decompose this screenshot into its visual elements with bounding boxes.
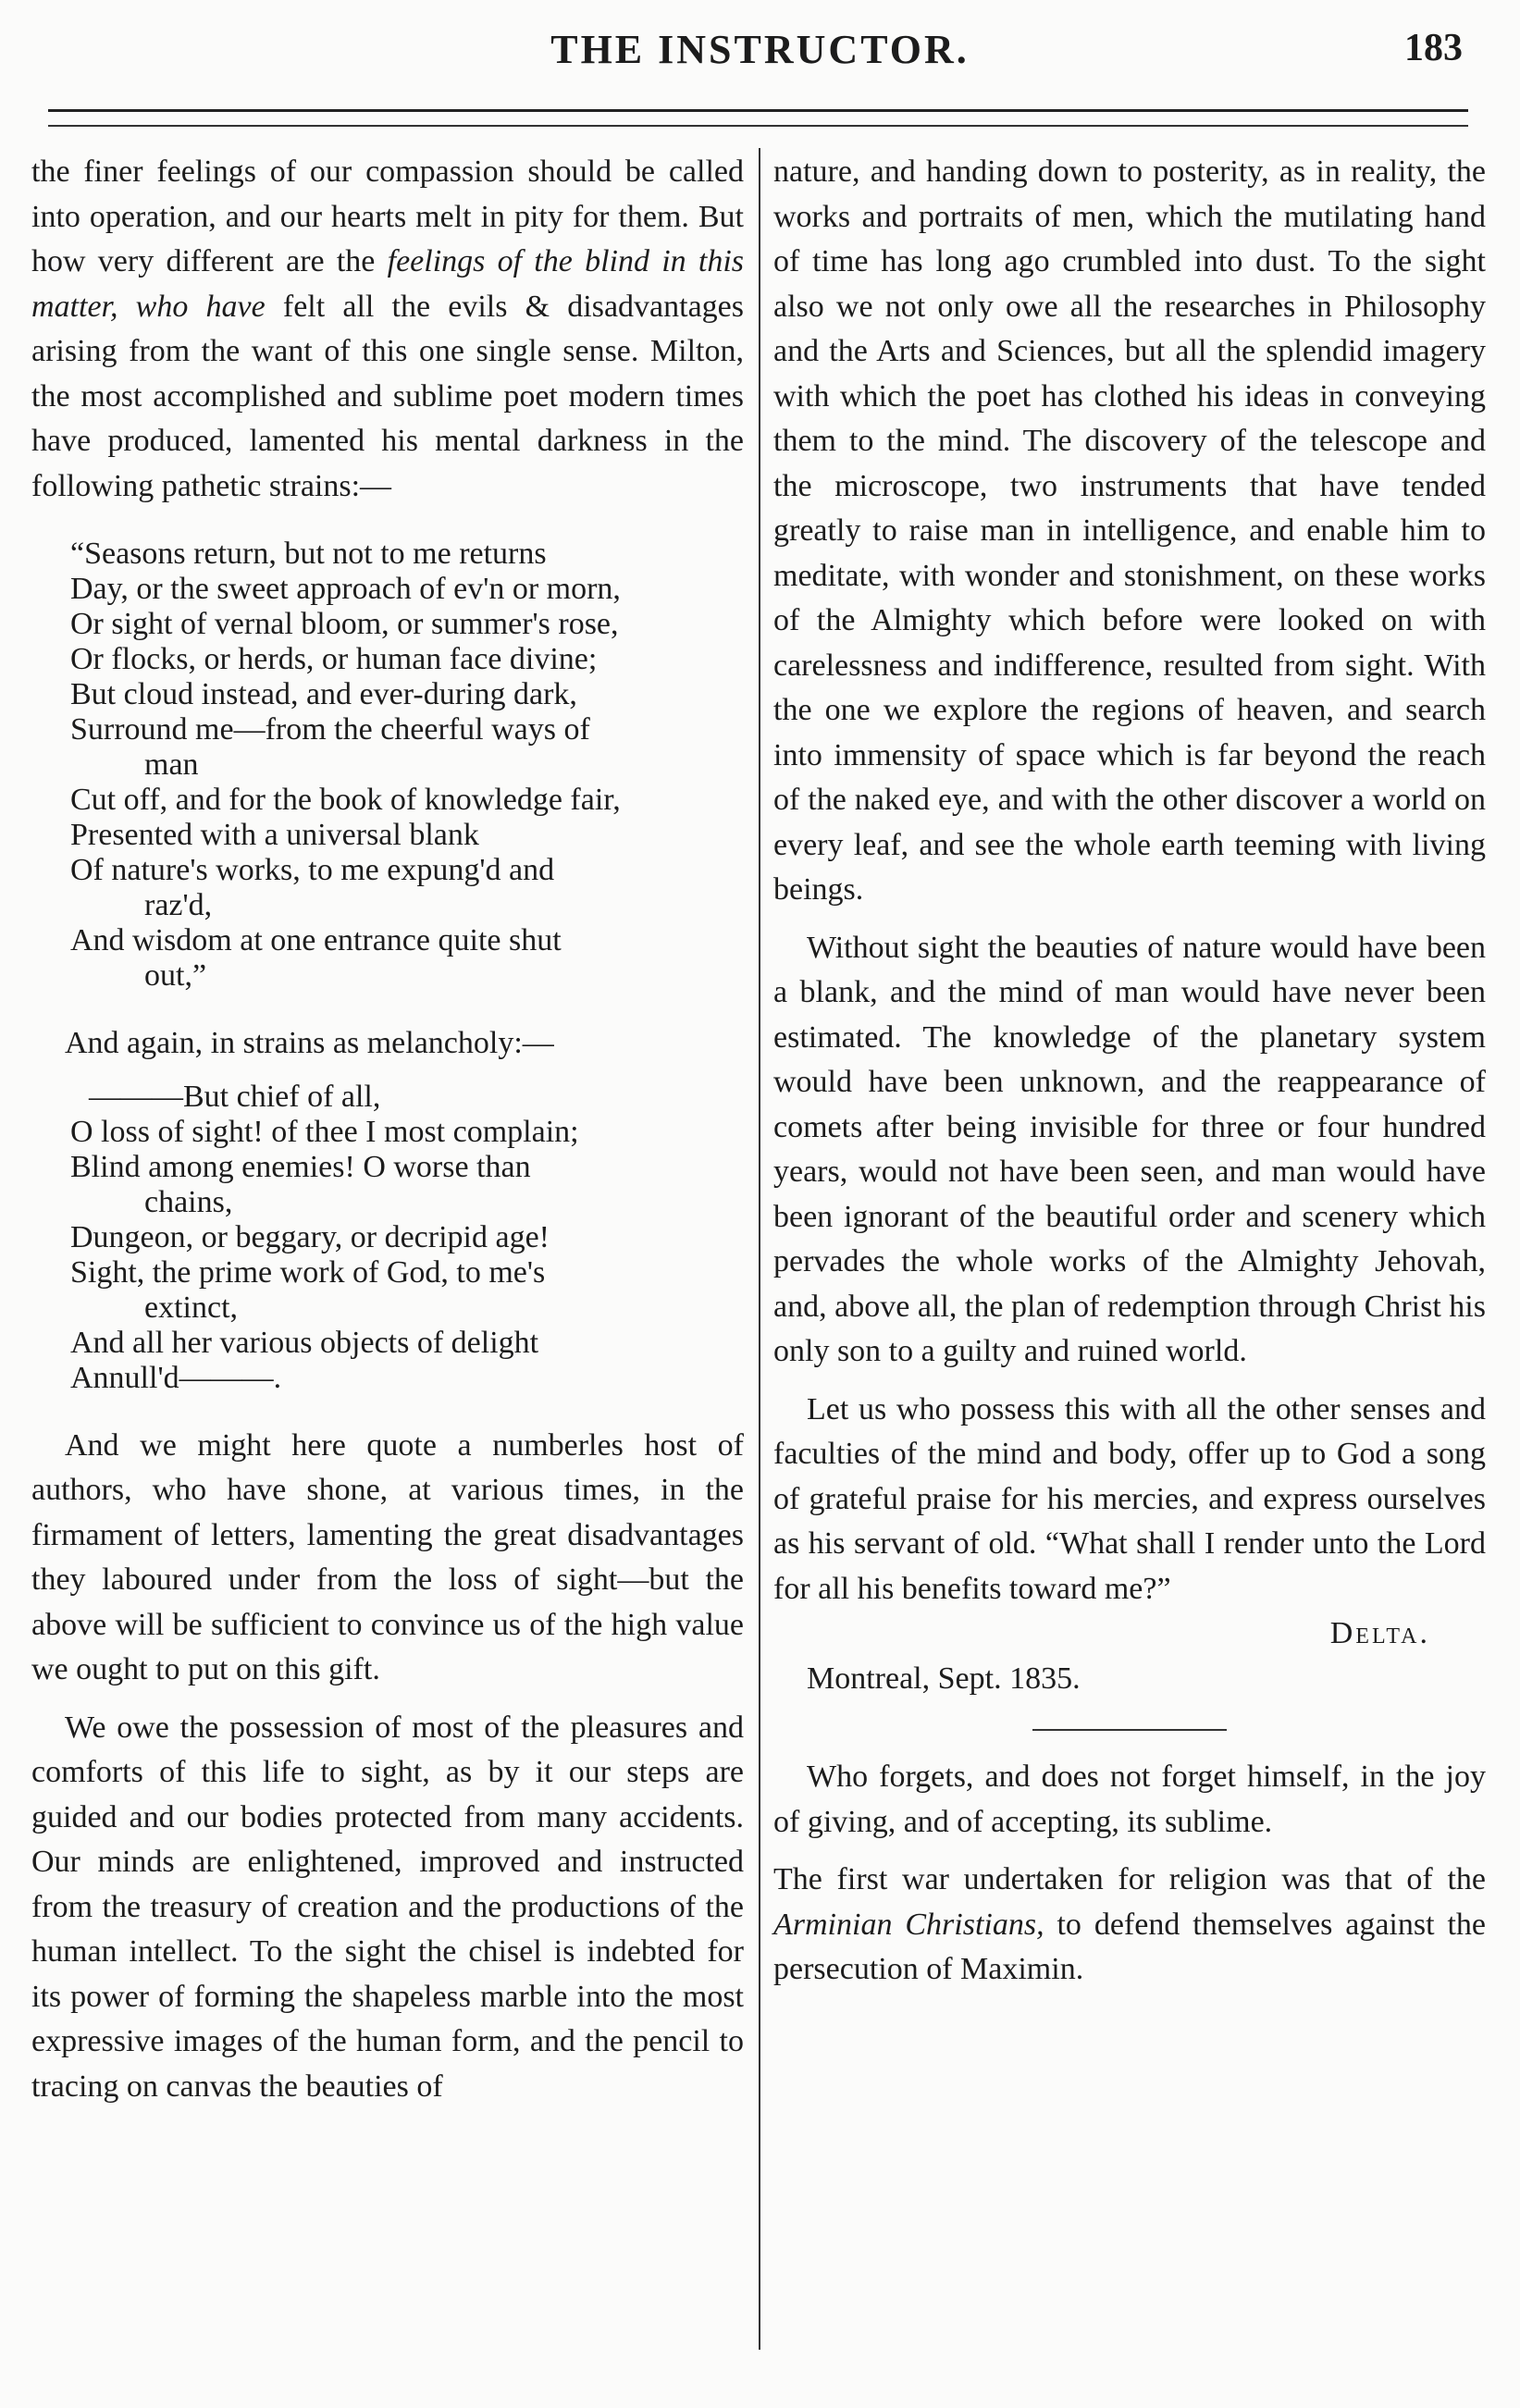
poem-line-continuation: man bbox=[144, 747, 199, 782]
right-column bbox=[773, 150, 1486, 1993]
paragraph-text: the finer feelings of our compassion should be called into operation, and our hearts melt in pity for them. But how very different are the bbox=[31, 154, 744, 278]
poem-line: Or flocks, or herds, or human face divine; bbox=[70, 642, 598, 676]
poem-line: Blind among enemies! O worse than bbox=[70, 1149, 531, 1184]
paragraph-again: And again, in strains as melancholy:— bbox=[65, 1026, 554, 1060]
milton-quote-1 bbox=[70, 537, 744, 994]
poem-line: And wisdom at one entrance quite shut bbox=[70, 923, 562, 957]
poem-line: ———But chief of all, bbox=[89, 1079, 381, 1114]
paragraph-first-war bbox=[773, 1858, 1486, 1993]
poem-line: “Seasons return, but not to me returns bbox=[70, 537, 547, 571]
paragraph-possession: We owe the possession of most of the pleasures and comforts of this life to sight, as by it our steps are guided and our bodies protected from many accidents. Our minds are enlightened, improved and instructed from the treasury of creation and the productions of the human intellect. To the sight the chisel is indebted for its power of forming the shapeless marble into the most expressive images of the human form, and the pencil to tracing on canvas the beauties of bbox=[31, 1710, 744, 2104]
poem-line-continuation: out,” bbox=[144, 958, 207, 993]
poem-line: Presented with a universal blank bbox=[70, 818, 479, 852]
running-title: THE INSTRUCTOR. bbox=[550, 27, 970, 72]
paragraph-without-sight: Without sight the beauties of nature would have been a blank, and the mind of man would have never been estimated. The knowledge of the planetary system would have been unknown, and the reappearance of comets after being invisible for three or four hundred years, would not have been seen, and man would have been ignorant of the beautiful order and scenery which pervades the whole works of the Almighty Jehovah, and, above all, the plan of redemption through Christ his only son to a guilty and ruined world. bbox=[773, 930, 1486, 1368]
poem-line: But cloud instead, and ever-during dark, bbox=[70, 677, 577, 711]
poem-line-continuation: raz'd, bbox=[144, 888, 213, 922]
poem-line: Cut off, and for the book of knowledge fair, bbox=[70, 783, 621, 817]
paragraph-who-forgets: Who forgets, and does not forget himself, in the joy of giving, and of accepting, its sublime. bbox=[773, 1760, 1486, 1839]
paragraph-let-us: Let us who possess this with all the other senses and faculties of the mind and body, offer up to God a song of grateful praise for his mercies, and express ourselves as his servant of old. “What shall I render unto the Lord for all his benefits toward me?” bbox=[773, 1391, 1486, 1606]
poem-line-continuation: extinct, bbox=[144, 1290, 239, 1325]
poem-line: And all her various objects of delight bbox=[70, 1325, 539, 1360]
poem-line: Annull'd———. bbox=[70, 1360, 282, 1395]
left-column bbox=[31, 150, 744, 2109]
poem-line: O loss of sight! of thee I most complain; bbox=[70, 1114, 579, 1149]
dateline: Montreal, Sept. 1835. bbox=[807, 1661, 1081, 1696]
poem-line-continuation: chains, bbox=[144, 1184, 233, 1219]
page-header bbox=[0, 26, 1520, 81]
signature: Delta. bbox=[1329, 1616, 1430, 1650]
paragraph-authors: And we might here quote a numberles host of authors, who have shone, at various times, in the firmament of letters, lamenting the great disadvantages they laboured under from the loss of sight—but the above will be sufficient to convince us of the high value we ought to put on this gift. bbox=[31, 1427, 744, 1686]
milton-quote-2 bbox=[70, 1080, 744, 1396]
paragraph-text: felt all the evils & disadvantages arising from the want of this one single sense. Milton, the most accomplished and sublime poet modern times have produced, lamented his mental darkness in the following pathetic strains:— bbox=[31, 289, 744, 503]
italic-text: Arminian Christians, bbox=[773, 1907, 1044, 1942]
paragraph-text: to defend themselves against the persecution of Maximin. bbox=[773, 1907, 1486, 1986]
section-divider bbox=[1032, 1729, 1227, 1731]
poem-line: Day, or the sweet approach of ev'n or morn, bbox=[70, 572, 621, 606]
italic-text: feelings of the blind in this matter, who have bbox=[31, 244, 745, 324]
paragraph-possession-continued: nature, and handing down to posterity, as in reality, the works and portraits of men, which the mutilating hand of time has long ago crumbled into dust. To the sight also we not only owe all the researches in Philosophy and the Arts and Sciences, but all the splendid imagery with which the poet has clothed his ideas in conveying them to the mind. The discovery of the telescope and the microscope, two instruments that have tended greatly to raise man in intelligence, and enable him to meditate, with wonder and stonishment, on these works of the Almighty which before were looked on with carelessness and indifference, resulted from sight. With the one we explore the regions of heaven, and search into immensity of space which is far beyond the reach of the naked eye, and with the other discover a world on every leaf, and see the whole earth teeming with living beings. bbox=[773, 154, 1486, 907]
poem-line: Or sight of vernal bloom, or summer's rose, bbox=[70, 607, 619, 641]
header-double-rule bbox=[48, 109, 1468, 127]
page-number: 183 bbox=[1404, 27, 1463, 69]
poem-line: Surround me—from the cheerful ways of bbox=[70, 712, 590, 747]
column-divider bbox=[759, 148, 760, 2350]
paragraph-text: The first war undertaken for religion was that of the bbox=[773, 1862, 1486, 1896]
poem-line: Dungeon, or beggary, or decripid age! bbox=[70, 1219, 550, 1254]
poem-line: Of nature's works, to me expung'd and bbox=[70, 853, 555, 887]
poem-line: Sight, the prime work of God, to me's bbox=[70, 1254, 546, 1290]
paragraph-compassion bbox=[31, 150, 744, 509]
